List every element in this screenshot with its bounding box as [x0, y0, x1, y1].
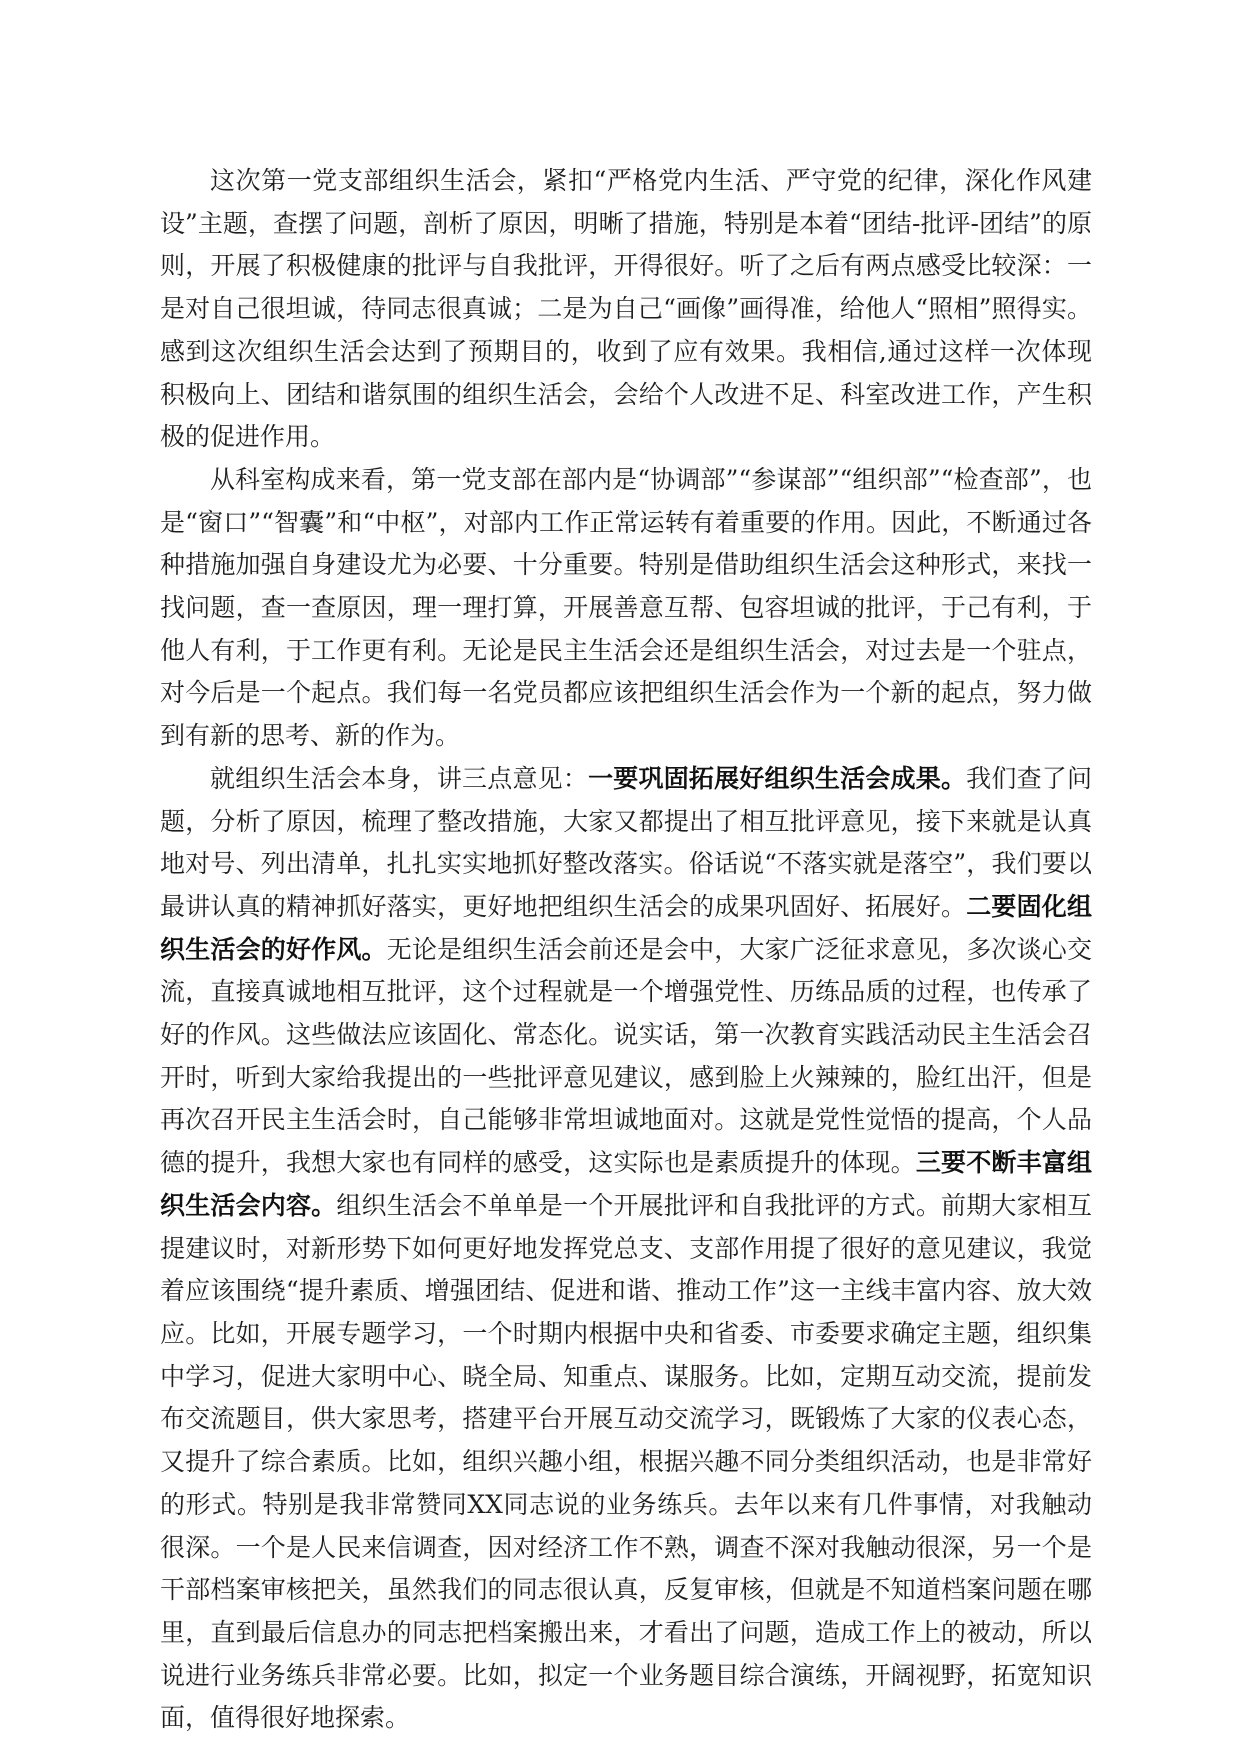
paragraph-3: [160, 758, 1092, 1740]
point-3-body: 组织生活会不单单是一个开展批评和自我批评的方式。前期大家相互提建议时，对新形势下如何更好地发挥党总支、支部作用提了很好的意见建议，我觉着应该围绕“提升素质、增强团结、促进和谐、推动工作”这一主线丰富内容、放大效应。比如，开展专题学习，一个时期内根据中央和省委、市委要求确定主题，组织集中学习，促进大家明中心、晓全局、知重点、谋服务。比如，定期互动交流，提前发布交流题目，供大家思考，搭建平台开展互动交流学习，既锻炼了大家的仪表心态，又提升了综合素质。比如，组织兴趣小组，根据兴趣不同分类组织活动，也是非常好的形式。特别是我非常赞同XX同志说的业务练兵。去年以来有几件事情，对我触动很深。一个是人民来信调查，因对经济工作不熟，调查不深对我触动很深，另一个是干部档案审核把关，虽然我们的同志很认真，反复审核，但就是不知道档案问题在哪里，直到最后信息办的同志把档案搬出来，才看出了问题，造成工作上的被动，所以说进行业务练兵非常必要。比如，拟定一个业务题目综合演练，开阔视野，拓宽知识面，值得很好地探索。: [160, 1190, 1092, 1733]
paragraph-2-text: 从科室构成来看，第一党支部在部内是“协调部”“参谋部”“组织部”“检查部”，也是“窗口”“智囊”和“中枢”，对部内工作正常运转有着重要的作用。因此，不断通过各种措施加强自身建设尤为必要、十分重要。特别是借助组织生活会这种形式，来找一找问题，查一查原因，理一理打算，开展善意互帮、包容坦诚的批评，于己有利，于他人有利，于工作更有利。无论是民主生活会还是组织生活会，对过去是一个驻点，对今后是一个起点。我们每一名党员都应该把组织生活会作为一个新的起点，努力做到有新的思考、新的作为。: [160, 464, 1092, 751]
paragraph-1: [160, 160, 1092, 459]
document-page: [160, 160, 1092, 1740]
point-3-heading: 三要不断丰富组织生活会内容。: [160, 1148, 1092, 1220]
paragraph-3-intro: 就组织生活会本身，讲三点意见：: [210, 763, 589, 793]
point-1-heading: 一要巩固拓展好组织生活会成果。: [588, 763, 967, 793]
point-2-body: 无论是组织生活会前还是会中，大家广泛征求意见，多次谈心交流，直接真诚地相互批评，这个过程就是一个增强党性、历练品质的过程，也传承了好的作风。这些做法应该固化、常态化。说实话，第一次教育实践活动民主生活会召开时，听到大家给我提出的一些批评意见建议，感到脸上火辣辣的，脸红出汗，但是再次召开民主生活会时，自己能够非常坦诚地面对。这就是党性觉悟的提高，个人品德的提升，我想大家也有同样的感受，这实际也是素质提升的体现。: [160, 934, 1092, 1178]
point-1-body: 我们查了问题，分析了原因，梳理了整改措施，大家又都提出了相互批评意见，接下来就是认真地对号、列出清单，扎扎实实地抓好整改落实。俗话说“不落实就是落空”，我们要以最讲认真的精神抓好落实，更好地把组织生活会的成果巩固好、拓展好。: [160, 763, 1092, 921]
paragraph-2: [160, 459, 1092, 758]
point-2-heading: 二要固化组织生活会的好作风。: [160, 891, 1092, 964]
paragraph-1-text: 这次第一党支部组织生活会，紧扣“严格党内生活、严守党的纪律，深化作风建设”主题，查摆了问题，剖析了原因，明晰了措施，特别是本着“团结-批评-团结”的原则，开展了积极健康的批评与自我批评，开得很好。听了之后有两点感受比较深：一是对自己很坦诚，待同志很真诚；二是为自己“画像”画得准，给他人“照相”照得实。感到这次组织生活会达到了预期目的，收到了应有效果。我相信,通过这样一次体现积极向上、团结和谐氛围的组织生活会，会给个人改进不足、科室改进工作，产生积极的促进作用。: [160, 166, 1092, 452]
